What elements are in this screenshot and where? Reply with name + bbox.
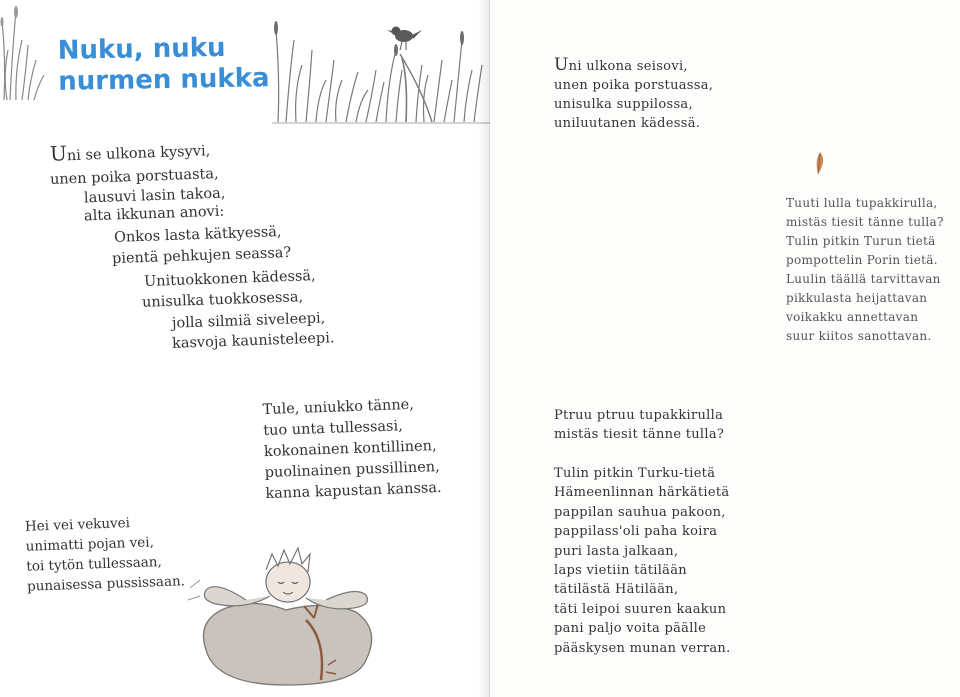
poem-line: täti leipoi suuren kaakun bbox=[554, 601, 727, 617]
poem-line: unisulka tuokkosessa, bbox=[141, 289, 304, 311]
poem-tule-uniukko bbox=[262, 394, 442, 505]
poem-line: unisulka suppilossa, bbox=[554, 97, 693, 112]
poem-line: kokonainen kontillinen, bbox=[263, 438, 437, 461]
poem-line: pappilan sauhua pakoon, bbox=[554, 504, 726, 520]
poem-line: pikkulasta heijattavan bbox=[786, 291, 928, 305]
title-line-2: nurmen nukka bbox=[58, 63, 270, 97]
grass-bird-illustration bbox=[272, 10, 490, 128]
poem-line: jolla silmiä siveleepi, bbox=[171, 310, 326, 332]
feather-icon bbox=[814, 150, 826, 176]
poem-line: kanna kapustan kanssa. bbox=[265, 479, 442, 503]
poem-line: Luulin täällä tarvittavan bbox=[786, 272, 941, 286]
poem-line: uniluutanen kädessä. bbox=[554, 116, 701, 131]
poem-line: unen poika porstuassa, bbox=[554, 78, 714, 93]
poem-line: pappilass'oli paha koira bbox=[554, 524, 718, 540]
poem-line: mistäs tiesit tänne tulla? bbox=[786, 215, 944, 229]
poem-line: puri lasta jalkaan, bbox=[554, 543, 679, 559]
poem-line: unimatti pojan vei, bbox=[25, 534, 155, 555]
poem-hei-vei-vekuvei bbox=[25, 511, 186, 596]
bird-icon bbox=[387, 27, 422, 51]
poem-ptruu-ptruu bbox=[554, 406, 724, 444]
poem-line: Ptruu ptruu tupakkirulla bbox=[554, 408, 724, 423]
poem-line: pani paljo voita päälle bbox=[554, 621, 707, 637]
poem-line: Tulin pitkin Turku-tietä bbox=[554, 466, 716, 481]
right-page bbox=[490, 0, 960, 697]
poem-line: pääskysen munan verran. bbox=[554, 640, 731, 656]
poem-line: pientä pehkujen seassa? bbox=[111, 244, 292, 268]
poem-tuuti-lulla bbox=[786, 194, 944, 346]
poem-line: puolinainen pussillinen, bbox=[264, 458, 440, 482]
child-in-sack-illustration bbox=[186, 540, 386, 690]
poem-line: Uni se ulkona kysyvi, bbox=[49, 141, 211, 166]
poem-line: Unituokkonen kädessä, bbox=[143, 268, 316, 290]
poem-line: kasvoja kaunisteleepi. bbox=[171, 330, 335, 352]
poem-line: toi tytön tullessaan, bbox=[26, 554, 163, 575]
poem-line: Hämeenlinnan härkätietä bbox=[554, 485, 730, 501]
poem-line: suur kiitos sanottavan. bbox=[786, 329, 932, 343]
poem-line: lausuvi lasin takoa, bbox=[83, 185, 226, 207]
poem-line: Hei vei vekuvei bbox=[24, 515, 131, 535]
poem-line: Tule, uniukko tänne, bbox=[262, 396, 415, 419]
poem-line: pompottelin Porin tietä. bbox=[786, 253, 938, 267]
poem-line: mistäs tiesit tänne tulla? bbox=[554, 427, 725, 442]
poem-tulin-pitkin-turku-tieta bbox=[554, 464, 731, 658]
poem-line: Onkos lasta kätkyessä, bbox=[113, 224, 282, 246]
poem-line: unen poika porstuasta, bbox=[49, 166, 219, 188]
poem-line: punaisessa pussissaan. bbox=[26, 573, 186, 595]
grass-illustration-left bbox=[0, 0, 60, 110]
poem-line: Uni ulkona seisovi, bbox=[554, 55, 688, 75]
page-title bbox=[57, 32, 269, 98]
poem-line: alta ikkunan anovi: bbox=[83, 203, 225, 225]
poem-line: laps vietiin tätilään bbox=[554, 563, 687, 579]
poem-line: tuo unta tullessasi, bbox=[263, 418, 403, 440]
poem-uni-ulkona-seisovi bbox=[554, 56, 713, 133]
poem-line: Tulin pitkin Turun tietä bbox=[786, 234, 936, 248]
poem-line: tätilästä Hätilään, bbox=[554, 582, 679, 598]
poem-line: voikakku annettavan bbox=[786, 310, 919, 324]
poem-line: Tuuti lulla tupakkirulla, bbox=[786, 196, 938, 210]
title-line-1: Nuku, nuku bbox=[57, 32, 226, 66]
